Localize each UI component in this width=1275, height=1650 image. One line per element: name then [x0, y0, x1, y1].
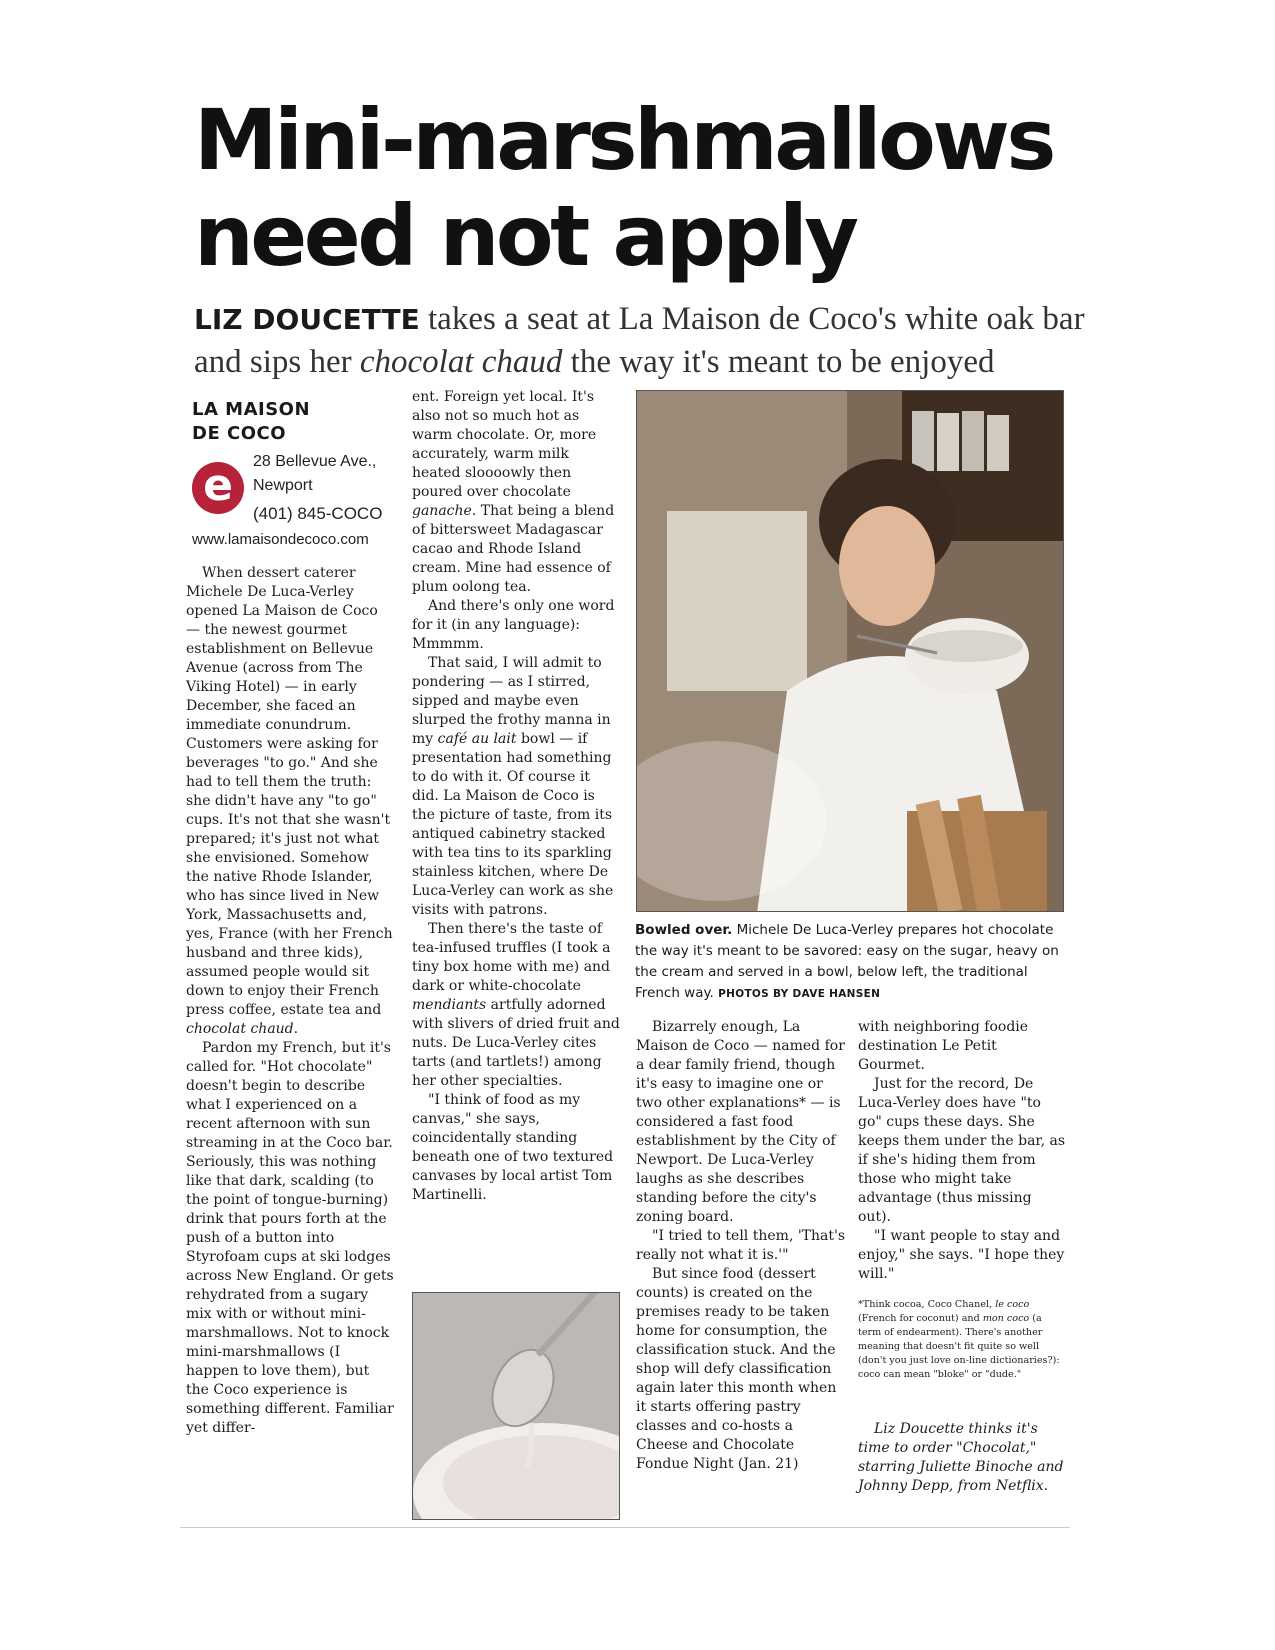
deck-line-1: takes a seat at La Maison de Coco's white oak bar	[419, 301, 1085, 337]
bottom-rule	[180, 1527, 1070, 1528]
headline	[194, 92, 1094, 284]
paragraph: "I tried to tell them, 'That's really not what it is.'"	[636, 1228, 846, 1263]
deck	[194, 298, 1094, 383]
venue-address	[253, 450, 403, 498]
venue-address-line-1: 28 Bellevue Ave.,	[253, 453, 377, 470]
paragraph-text: . That being a blend of bittersweet Madagascar cacao and Rhode Island cream. Mine had essence of plum oolong tea.	[412, 503, 615, 595]
paragraph	[186, 564, 396, 1039]
paragraph-emphasis: café au lait	[437, 731, 517, 747]
caption-text: Michele De Luca-Verley prepares hot chocolate the way it's meant to be savored: easy on the sugar, heavy on the cream and served in a bowl, below left, the traditional French way.	[635, 922, 1059, 1001]
chef-photo	[636, 390, 1064, 912]
author-tagline: Liz Doucette thinks it's time to order "Chocolat," starring Juliette Binoche and Johnny Depp, from Netflix.	[858, 1421, 1064, 1494]
paragraph: But since food (dessert counts) is created on the premises ready to be taken home for consumption, the classification stuck. And the shop will defy classification again later this month when it starts offering pastry classes and co-hosts a Cheese and Chocolate Fondue Night (Jan. 21)	[636, 1266, 837, 1472]
venue-website: www.lamaisondecoco.com	[192, 531, 369, 548]
photo-credit: PHOTOS BY DAVE HANSEN	[718, 988, 881, 1000]
footnote-text: *Think cocoa, Coco Chanel,	[858, 1299, 996, 1310]
paragraph	[412, 388, 620, 597]
body-column-1	[186, 564, 396, 1438]
paragraph	[412, 920, 620, 1091]
footnote-text: (French for coconut) and	[858, 1313, 983, 1324]
venue-infobox	[192, 398, 397, 548]
headline-line-1: Mini-marshmallows	[194, 91, 1053, 189]
paragraph-text: ent. Foreign yet local. It's also not so much hot as warm chocolate. Or, more accurately, warm milk heated sloooowly then poured over chocolate	[412, 389, 597, 500]
paragraph-text: Then there's the taste of tea-infused truffles (I took a tiny box home with me) and dark or white-chocolate	[412, 921, 611, 994]
chef-photo-illustration	[637, 391, 1064, 912]
paragraph: Just for the record, De Luca-Verley does have "to go" cups these days. She keeps them under the bar, as if she's hiding them from those who might take advantage (thus missing out).	[858, 1076, 1065, 1225]
venue-phone: (401) 845-COCO	[253, 504, 383, 523]
paragraph: Pardon my French, but it's called for. "Hot chocolate" doesn't begin to describe what I experienced on a recent afternoon with sun streaming in at the Coco bar. Seriously, this was nothing like that dark, scalding (to the point of tongue-burning) drink that pours forth at the push of a button into Styrofoam cups at ski lodges across New England. Or gets rehydrated from a sugary mix with or without mini-marshmallows. Not to knock mini-marshmallows (I happen to love them), but the Coco experience is something different. Familiar yet differ-	[186, 1040, 394, 1436]
footnote	[858, 1298, 1066, 1382]
body-column-3	[636, 1018, 846, 1474]
bowl-photo-illustration	[413, 1293, 620, 1520]
caption-lead: Bowled over.	[635, 922, 733, 938]
paragraph-text: artfully adorned with slivers of dried fruit and nuts. De Luca-Verley cites tarts (and tartlets!) among her other specialties.	[412, 997, 620, 1089]
body-column-2	[412, 388, 620, 1205]
paragraph-emphasis: ganache	[412, 503, 472, 519]
paragraph-emphasis: mendiants	[412, 997, 487, 1013]
paragraph: "I want people to stay and enjoy," she says. "I hope they will."	[858, 1228, 1065, 1282]
paragraph: with neighboring foodie destination Le Petit Gourmet.	[858, 1019, 1029, 1073]
venue-name-line-2: DE COCO	[192, 423, 287, 444]
byline-author: LIZ DOUCETTE	[194, 303, 420, 336]
eat-logo-icon: e	[192, 462, 244, 514]
venue-name	[192, 398, 397, 446]
paragraph	[412, 654, 620, 920]
bowl-photo	[412, 1292, 620, 1520]
deck-line-2a: and sips her	[194, 344, 360, 380]
paragraph-text: That said, I will admit to pondering — as I stirred, sipped and maybe even slurped the frothy manna in my	[412, 655, 611, 747]
paragraph-text: .	[293, 1021, 299, 1037]
deck-emphasis: chocolat chaud	[359, 344, 563, 380]
paragraph: And there's only one word for it (in any language): Mmmmm.	[412, 598, 615, 652]
venue-address-line-2: Newport	[253, 477, 313, 494]
photo-caption	[635, 920, 1067, 1005]
footnote-emphasis: mon coco	[982, 1313, 1030, 1324]
paragraph: "I think of food as my canvas," she says, coincidentally standing beneath one of two textured canvases by local artist Tom Martinelli.	[412, 1092, 614, 1203]
venue-name-line-1: LA MAISON	[192, 399, 311, 420]
paragraph: Bizarrely enough, La Maison de Coco — named for a dear family friend, though it's easy to imagine one or two other explanations* — is considered a fast food establishment by the City of Newport. De Luca-Verley laughs as she describes standing before the city's zoning board.	[636, 1019, 845, 1225]
body-column-4	[858, 1018, 1068, 1284]
headline-line-2: need not apply	[194, 187, 856, 285]
paragraph-text: When dessert caterer Michele De Luca-Verley opened La Maison de Coco — the newest gourmet establishment on Bellevue Avenue (across from The Viking Hotel) — in early December, she faced an immediate conundrum. Customers were asking for beverages "to go." And she had to tell them the truth: she didn't have any "to go" cups. It's not that she wasn't prepared; it's just not what she envisioned. Somehow the native Rhode Islander, who has since lived in New York, Massachusetts and, yes, France (with her French husband and three kids), assumed people would sit down to enjoy their French press coffee, estate tea and	[186, 565, 393, 1018]
footnote-emphasis: le coco	[995, 1299, 1030, 1310]
paragraph-text: bowl — if presentation had something to do with it. Of course it did. La Maison de Coco is the picture of taste, from its antiqued cabinetry stacked with tea tins to its sparkling stainless kitchen, where De Luca-Verley can work as she visits with patrons.	[412, 731, 614, 918]
paragraph-emphasis: chocolat chaud	[186, 1021, 294, 1037]
deck-line-2c: the way it's meant to be enjoyed	[562, 344, 995, 380]
footnote-text: (a term of endearment). There's another meaning that doesn't fit quite so well (don't you just love on-line dictionaries?): coco can mean "bloke" or "dude."	[858, 1313, 1060, 1380]
